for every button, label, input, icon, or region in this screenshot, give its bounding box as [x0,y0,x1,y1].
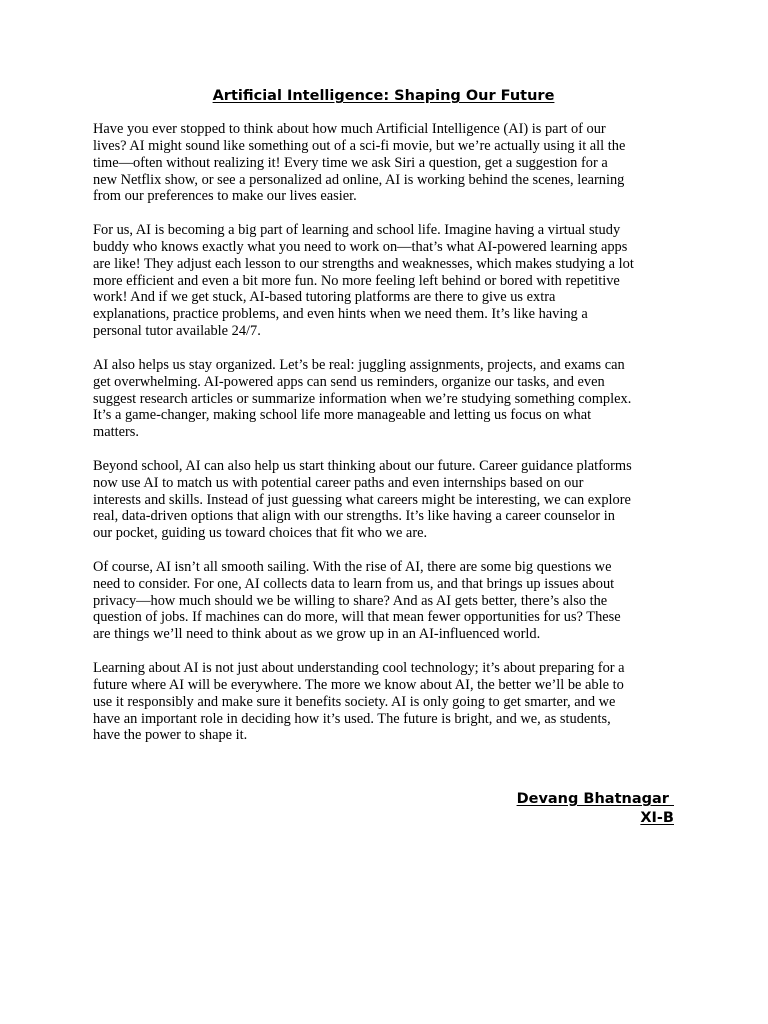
text-line: time—often without realizing it! Every time we ask Siri a question, get a suggestion for a [93,154,608,171]
text-line: use it responsibly and make sure it benefits society. AI is only going to get smarter, and we [93,693,616,710]
text-line: Of course, AI isn’t all smooth sailing. With the rise of AI, there are some big questions we [93,558,612,575]
text-line: For us, AI is becoming a big part of learning and school life. Imagine having a virtual study [93,222,621,239]
paragraph-5 [93,559,683,643]
paragraph-1 [93,121,683,205]
paragraph-4 [93,458,683,542]
text-line: from our preferences to make our lives easier. [93,188,357,205]
text-line: Learning about AI is not just about understanding cool technology; it’s about preparing for a [93,660,625,676]
text-line: more efficient and even a bit more fun. No more feeling left behind or bored with repetitive [93,272,620,289]
text-line: Have you ever stopped to think about how much Artificial Intelligence (AI) is part of our [93,121,606,137]
text-line: future where AI will be everywhere. The more we know about AI, the better we’ll be able to [93,676,624,693]
text-line: AI also helps us stay organized. Let’s be real: juggling assignments, projects, and exams can [93,356,625,373]
text-line: get overwhelming. AI-powered apps can send us reminders, organize our tasks, and even [93,373,605,390]
text-line: interests and skills. Instead of just guessing what careers might be interesting, we can explore [93,491,631,508]
text-line: question of jobs. If machines can do more, will that mean fewer opportunities for us? These [93,609,621,626]
text-line: Beyond school, AI can also help us start thinking about our future. Career guidance platforms [93,457,632,474]
text-line: privacy—how much should we be willing to share? And as AI gets better, there’s also the [93,592,608,609]
text-line: matters. [93,424,139,441]
author-name: Devang Bhatnagar [516,791,674,807]
text-line: have an important role in deciding how it’s used. The future is bright, and we, as students, [93,710,611,727]
text-line: are things we’ll need to think about as we grow up in an AI-influenced world. [93,626,541,643]
text-line: explanations, practice problems, and even hints when we need them. It’s like having a [93,306,588,323]
text-line: our pocket, guiding us toward choices that fit who we are. [93,525,428,542]
text-line: are like! They adjust each lesson to our strengths and weaknesses, which makes studying a lot [93,255,634,272]
text-line: have the power to shape it. [93,727,248,744]
text-line: new Netflix show, or see a personalized ad online, AI is working behind the scenes, learning [93,171,625,188]
text-line: personal tutor available 24/7. [93,323,261,340]
signature-block [517,790,674,828]
text-line: It’s a game-changer, making school life more manageable and letting us focus on what [93,407,592,424]
text-line: lives? AI might sound like something out of a sci-fi movie, but we’re actually using it all the [93,137,626,154]
paragraph-2 [93,222,683,340]
text-line: need to consider. For one, AI collects data to learn from us, and that brings up issues about [93,575,615,592]
paragraph-6 [93,660,683,744]
document-title: Artificial Intelligence: Shaping Our Future [212,88,555,104]
text-line: buddy who knows exactly what you need to work on—that’s what AI-powered learning apps [93,238,628,255]
text-line: suggest research articles or summarize information when we’re studying something complex. [93,390,632,407]
author-class: XI-B [640,810,674,826]
document-body [93,121,683,761]
text-line: real, data-driven options that align with our strengths. It’s like having a career counselor in [93,508,615,525]
paragraph-3 [93,357,683,441]
text-line: now use AI to match us with potential career paths and even internships based on our [93,474,584,491]
text-line: work! And if we get stuck, AI-based tutoring platforms are there to give us extra [93,289,556,306]
